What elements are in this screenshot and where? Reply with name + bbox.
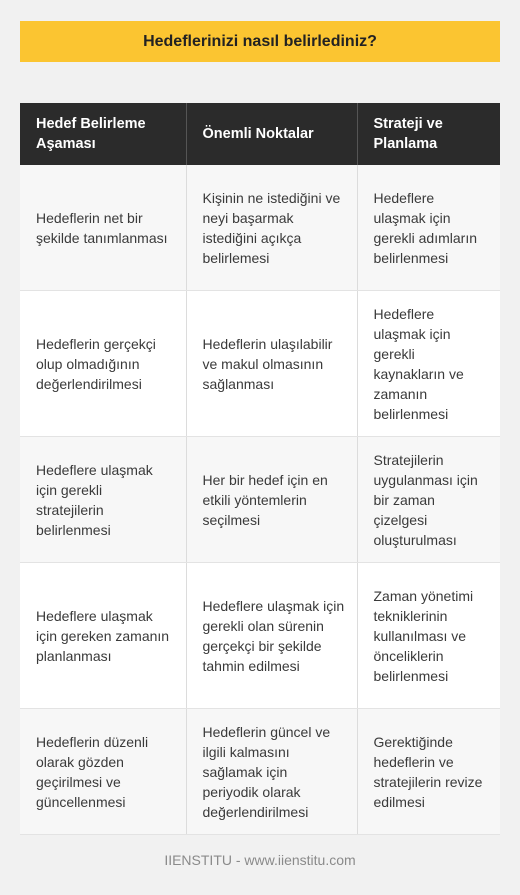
header-stage: Hedef Belirleme Aşaması xyxy=(20,103,186,165)
table-header-row xyxy=(20,103,500,165)
cell-key-points: Her bir hedef için en etkili yöntemlerin seçilmesi xyxy=(186,437,357,563)
page-title: Hedeflerinizi nasıl belirlediniz? xyxy=(20,21,500,62)
cell-strategy: Stratejilerin uygulanması için bir zaman çizelgesi oluşturulması xyxy=(357,437,500,563)
header-key-points: Önemli Noktalar xyxy=(186,103,357,165)
table-row xyxy=(20,165,500,291)
cell-strategy: Zaman yönetimi tekniklerinin kullanılması ve önceliklerin belirlenmesi xyxy=(357,563,500,709)
footer-credit: IIENSTITU - www.iienstitu.com xyxy=(164,852,356,868)
cell-stage: Hedeflerin net bir şekilde tanımlanması xyxy=(20,165,186,291)
cell-key-points: Hedeflere ulaşmak için gerekli olan sürenin gerçekçi bir şekilde tahmin edilmesi xyxy=(186,563,357,709)
cell-stage: Hedeflerin düzenli olarak gözden geçirilmesi ve güncellenmesi xyxy=(20,709,186,835)
cell-key-points: Hedeflerin ulaşılabilir ve makul olmasının sağlanması xyxy=(186,291,357,437)
table-row xyxy=(20,437,500,563)
table-row xyxy=(20,563,500,709)
goals-table xyxy=(20,103,500,835)
cell-strategy: Gerektiğinde hedeflerin ve stratejilerin revize edilmesi xyxy=(357,709,500,835)
cell-stage: Hedeflerin gerçekçi olup olmadığının değerlendirilmesi xyxy=(20,291,186,437)
cell-key-points: Kişinin ne istediğini ve neyi başarmak istediğini açıkça belirlemesi xyxy=(186,165,357,291)
cell-stage: Hedeflere ulaşmak için gereken zamanın planlanması xyxy=(20,563,186,709)
cell-key-points: Hedeflerin güncel ve ilgili kalmasını sağlamak için periyodik olarak değerlendirilmesi xyxy=(186,709,357,835)
cell-stage: Hedeflere ulaşmak için gerekli stratejilerin belirlenmesi xyxy=(20,437,186,563)
table-row xyxy=(20,291,500,437)
cell-strategy: Hedeflere ulaşmak için gerekli kaynakların ve zamanın belirlenmesi xyxy=(357,291,500,437)
header-strategy: Strateji ve Planlama xyxy=(357,103,500,165)
table-row xyxy=(20,709,500,835)
cell-strategy: Hedeflere ulaşmak için gerekli adımların belirlenmesi xyxy=(357,165,500,291)
